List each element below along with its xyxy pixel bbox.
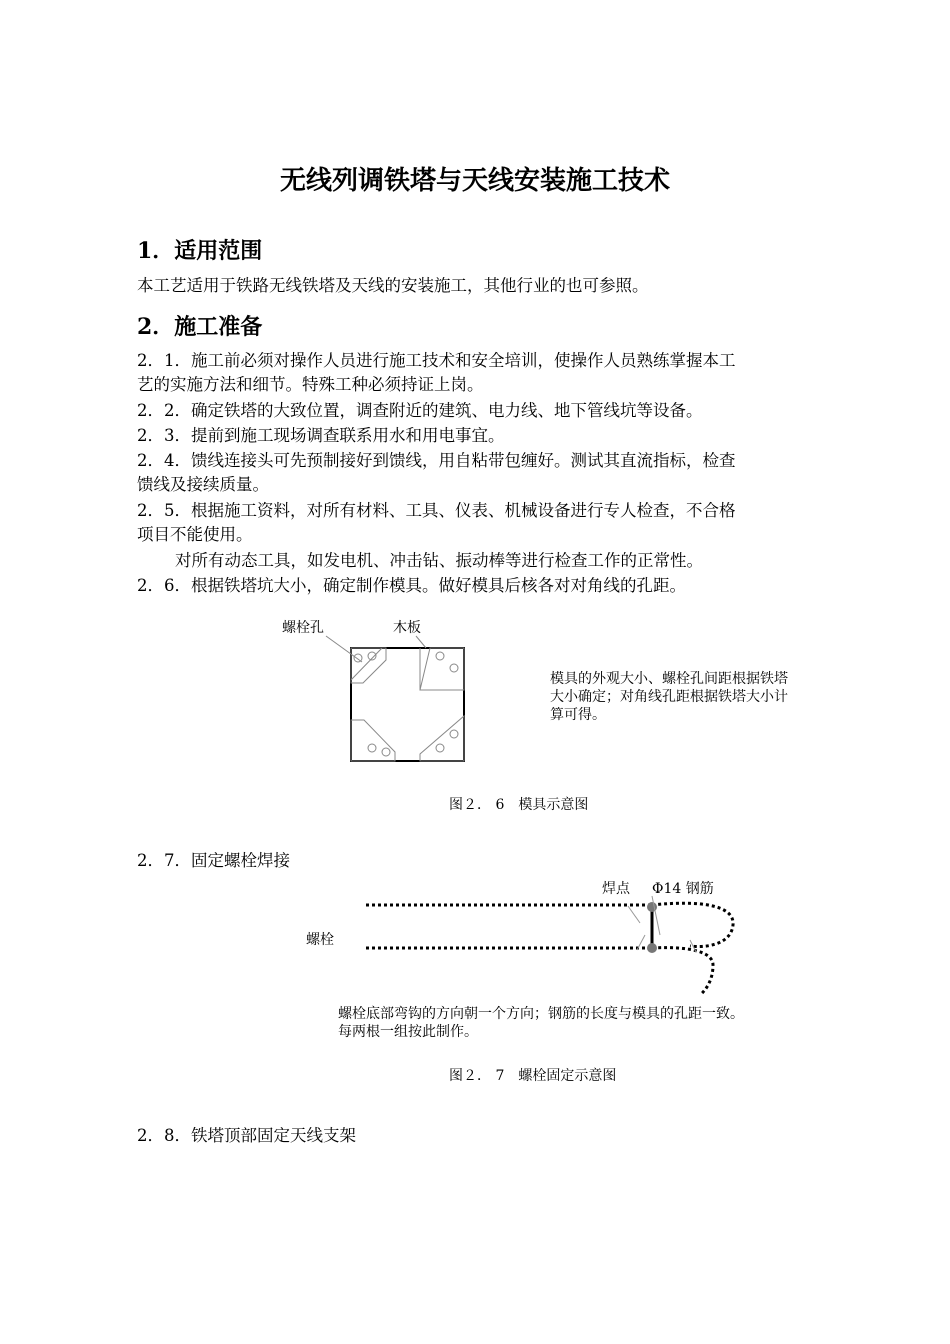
item-2-1-line1: 2．1．施工前必须对操作人员进行施工技术和安全培训，使操作人员熟练掌握本工 (137, 351, 736, 370)
label-rebar: Φ14 钢筋 (652, 881, 714, 897)
item-2-4-line1: 2．4．馈线连接头可先预制接好到馈线，用自粘带包缠好。测试其直流指标，检查 (137, 451, 736, 470)
figure-2-7-caption: 图２． 7 螺栓固定示意图 (449, 1068, 617, 1084)
mold-note-line1: 模具的外观大小、螺栓孔间距根据铁塔 (550, 671, 788, 687)
mold-note-line2: 大小确定；对角线孔距根据铁塔大小计 (550, 689, 788, 705)
item-2-2: 2．2．确定铁塔的大致位置，调查附近的建筑、电力线、地下管线坑等设备。 (137, 401, 703, 420)
mold-note-line3: 算可得。 (550, 707, 606, 723)
mold-diagram (326, 636, 464, 761)
item-2-5-line3: 对所有动态工具，如发电机、冲击钻、振动棒等进行检查工作的正常性。 (175, 551, 703, 570)
item-2-5-line2: 项目不能使用。 (137, 525, 253, 544)
label-weld-point: 焊点 (602, 881, 630, 897)
document-title: 无线列调铁塔与天线安装施工技术 (279, 166, 670, 196)
label-bolt: 螺栓 (306, 932, 334, 948)
scope-paragraph: 本工艺适用于铁路无线铁塔及天线的安装施工，其他行业的也可参照。 (137, 276, 649, 295)
bolt-note-line2: 每两根一组按此制作。 (338, 1024, 478, 1040)
bolt-note-line1: 螺栓底部弯钩的方向朝一个方向；钢筋的长度与模具的孔距一致。 (338, 1006, 744, 1022)
label-bolt-hole: 螺栓孔 (282, 620, 324, 636)
bolt-diagram (366, 896, 733, 995)
figure-2-6-caption: 图２． 6 模具示意图 (449, 797, 589, 813)
label-wood-board: 木板 (393, 620, 421, 636)
item-2-5-line1: 2．5．根据施工资料，对所有材料、工具、仪表、机械设备进行专人检查，不合格 (137, 501, 736, 520)
item-2-4-line2: 馈线及接续质量。 (137, 475, 269, 494)
item-2-1-line2: 艺的实施方法和细节。特殊工种必须持证上岗。 (137, 375, 484, 394)
item-2-6: 2．6．根据铁塔坑大小，确定制作模具。做好模具后核各对对角线的孔距。 (137, 576, 686, 595)
item-2-3: 2．3．提前到施工现场调查联系用水和用电事宜。 (137, 426, 505, 445)
item-2-8: 2．8．铁塔顶部固定天线支架 (137, 1126, 356, 1145)
section-heading-preparation: 2．施工准备 (137, 314, 263, 340)
section-heading-scope: 1．适用范围 (137, 238, 263, 264)
item-2-7: 2．7．固定螺栓焊接 (137, 851, 290, 870)
